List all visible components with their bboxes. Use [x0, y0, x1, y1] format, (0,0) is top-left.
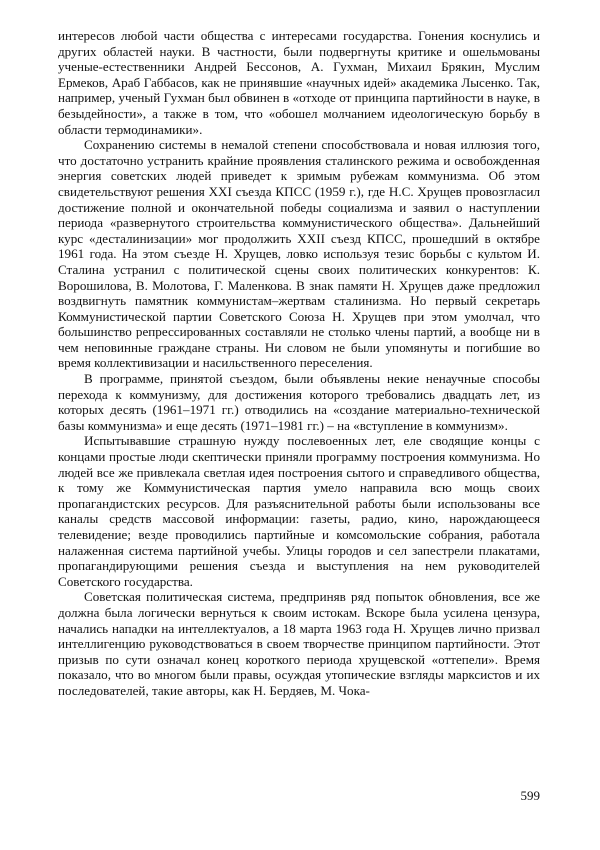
paragraph-3: В программе, принятой съездом, были объявлены некие ненаучные способы перехода к коммунизму, для достижения которого требовались двадцать лет, из которых десять (1961–1971 гг.) отводились на «создание материально-технической базы коммунизма» и еще десять (1971–1981 гг.) – на «вступление в коммунизм».: [58, 371, 540, 433]
page-number: 599: [520, 788, 540, 803]
paragraph-1: интересов любой части общества с интересами государства. Гонения коснулись и других областей науки. В частности, были подвергнуты критике и ошельмованы ученые-естественники Андрей Бессонов, А. Гухман, Михаил Брякин, Муслим Ермеков, Араб Габбасов, как не принявшие «научных идей» академика Лысенко. Так, например, ученый Гухман был обвинен в «отходе от принципа партийности в науке, в безыдейности», а также в том, что «обошел молчанием идеологическую борьбу в области термодинамики».: [58, 28, 540, 137]
paragraph-5: Советская политическая система, предприняв ряд попыток обновления, все же должна была логически вернуться к своим истокам. Вскоре была усилена цензура, начались нападки на интеллектуалов, а 18 марта 1963 года Н. Хрущев лично призвал интеллигенцию руководствоваться в своем творчестве принципом партийности. Этот призыв по сути означал конец короткого периода хрущевской «оттепели». Время показало, что во многом были правы, осуждая утопические взгляды марксистов и их последователей, такие авторы, как Н. Бердяев, М. Чока-: [58, 589, 540, 698]
paragraph-4: Испытывавшие страшную нужду послевоенных лет, еле сводящие концы с концами простые люди скептически приняли программу построения коммунизма. Но людей все же привлекала светлая идея построения сытого и справедливого общества, к тому же Коммунистическая партия умело направила всю мощь своих пропагандистских ресурсов. Для разъяснительной работы были использованы все каналы средств массовой информации: газеты, радио, кино, нарождающееся телевидение; везде проводились партийные и комсомольские собрания, работала налаженная система партийной учебы. Улицы городов и сел запестрели плакатами, пропагандирующими решения съезда и выступления на нем руководителей Советского государства.: [58, 433, 540, 589]
paragraph-2: Сохранению системы в немалой степени способствовала и новая иллюзия того, что достаточно устранить крайние проявления сталинского режима и освобожденная энергия советских людей приведет к зримым рубежам коммунизма. Об этом свидетельствуют решения XXI съезда КПСС (1959 г.), где Н.С. Хрущев провозгласил достижение полной и окончательной победы социализма и заявил о наступлении периода «развернутого строительства коммунистического общества». Дальнейший курс «десталинизации» мог продолжить XXII съезд КПСС, прошедший в октябре 1961 года. На этом съезде Н. Хрущев, ловко используя тезис борьбы с культом И. Сталина устранил с политической сцены своих политических конкурентов: К. Ворошилова, В. Молотова, Г. Маленкова. В знак памяти Н. Хрущев даже предложил воздвигнуть памятник коммунистам–жертвам сталинизма. Но первый секретарь Коммунистической партии Советского Союза Н. Хрущев при этом умолчал, что большинство репрессированных составляли не столько члены партий, а вообще ни в чем неповинные граждане страны. Ни словом не были упомянуты и погибшие во время коллективизации и насильственного переселения.: [58, 137, 540, 371]
body-text: [58, 28, 540, 699]
